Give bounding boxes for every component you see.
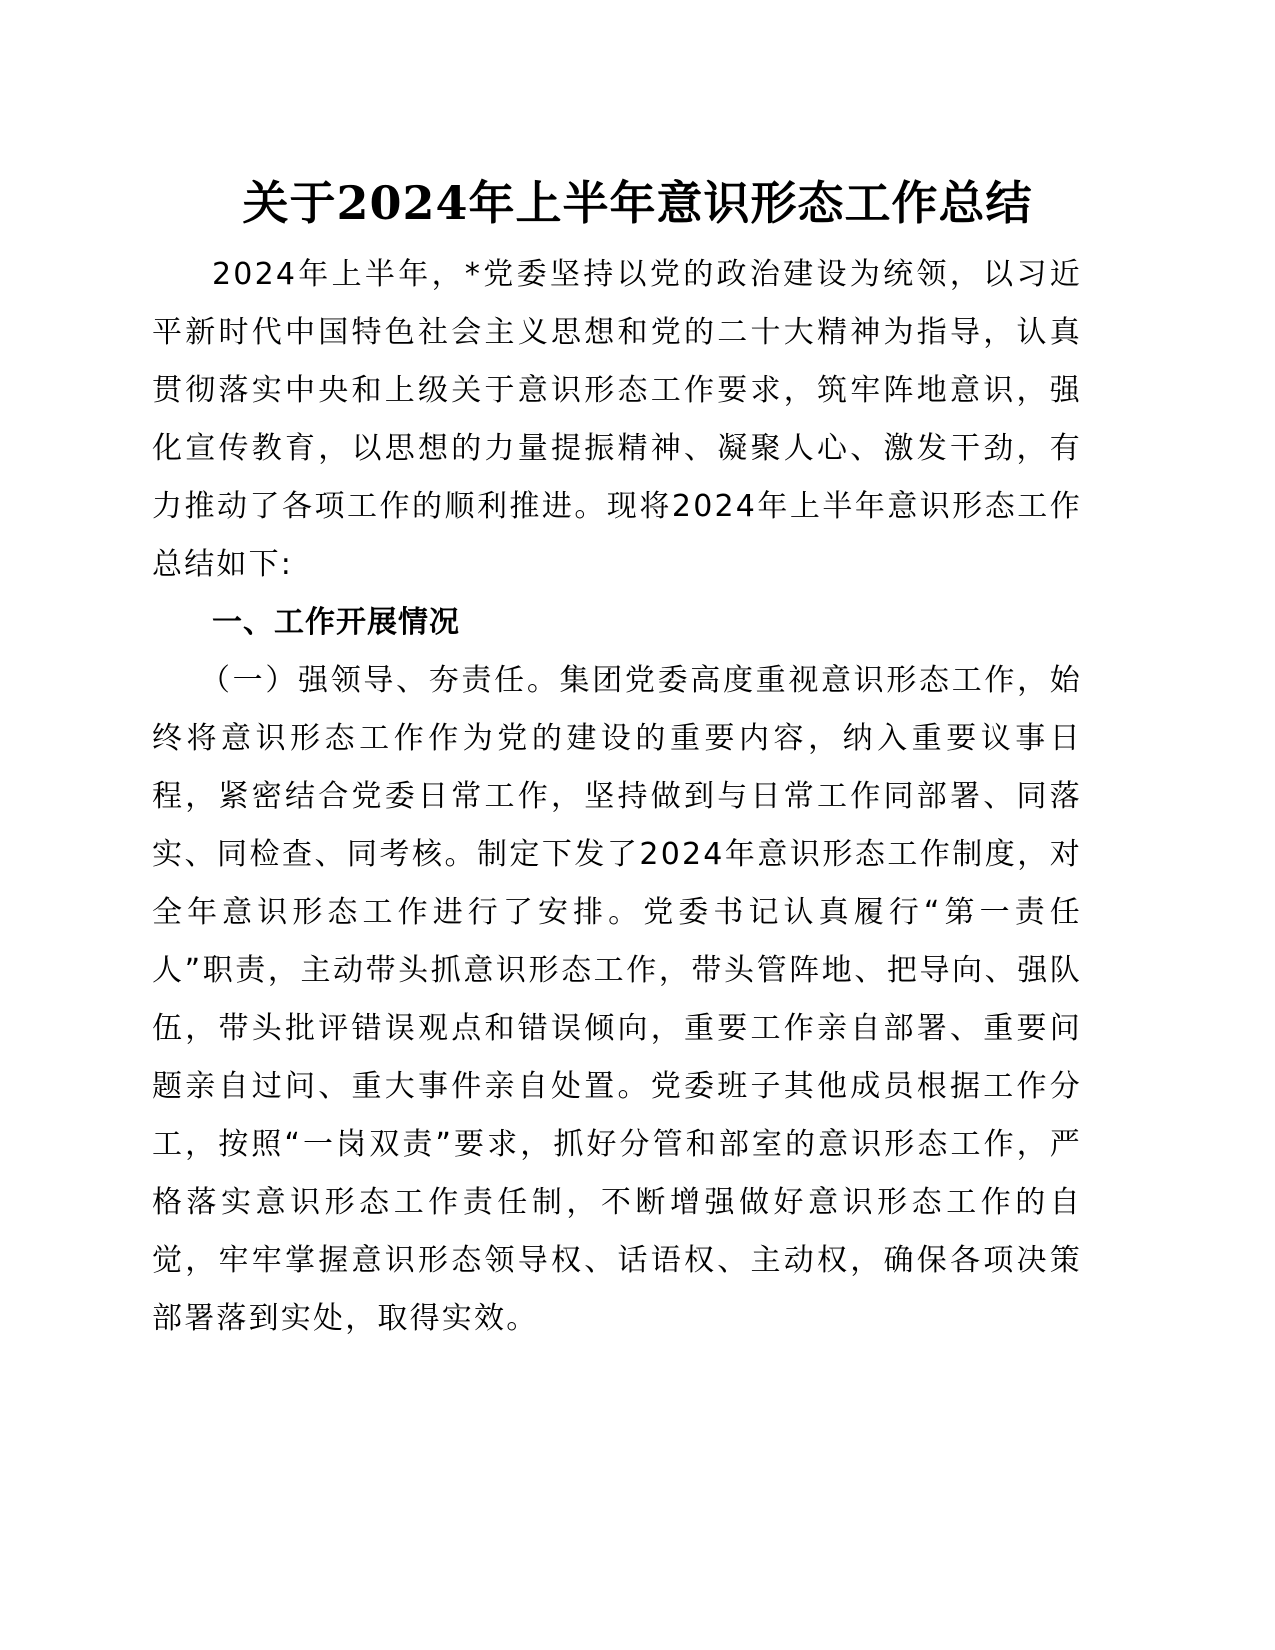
document-body xyxy=(152,246,1082,1348)
intro-paragraph: 2024年上半年，*党委坚持以党的政治建设为统领，以习近平新时代中国特色社会主义思想和党的二十大精神为指导，认真贯彻落实中央和上级关于意识形态工作要求，筑牢阵地意识，强化宣传教育，以思想的力量提振精神、凝聚人心、激发干劲，有力推动了各项工作的顺利推进。现将2024年上半年意识形态工作总结如下: xyxy=(152,257,1082,582)
section-paragraph: （一）强领导、夯责任。集团党委高度重视意识形态工作，始终将意识形态工作作为党的建设的重要内容，纳入重要议事日程，紧密结合党委日常工作，坚持做到与日常工作同部署、同落实、同检查、同考核。制定下发了2024年意识形态工作制度，对全年意识形态工作进行了安排。党委书记认真履行“第一责任人”职责，主动带头抓意识形态工作，带头管阵地、把导向、强队伍，带头批评错误观点和错误倾向，重要工作亲自部署、重要问题亲自过问、重大事件亲自处置。党委班子其他成员根据工作分工，按照“一岗双责”要求，抓好分管和部室的意识形态工作，严格落实意识形态工作责任制，不断增强做好意识形态工作的自觉，牢牢掌握意识形态领导权、话语权、主动权，确保各项决策部署落到实处，取得实效。 xyxy=(152,663,1082,1336)
document-title: 关于2024年上半年意识形态工作总结 xyxy=(242,176,1033,230)
section-heading: 一、工作开展情况 xyxy=(212,605,460,640)
